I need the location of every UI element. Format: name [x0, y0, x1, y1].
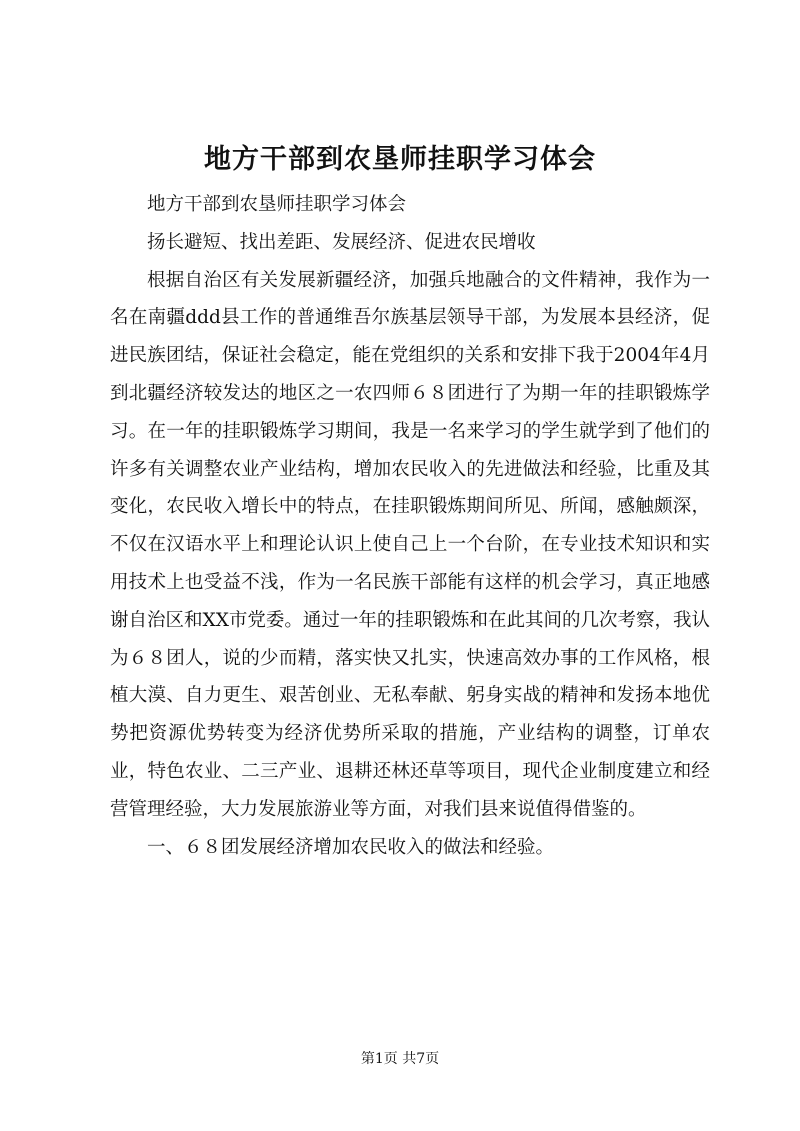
document-title: 地方干部到农垦师挂职学习体会 — [204, 144, 596, 175]
paragraph-main: 根据自治区有关发展新疆经济，加强兵地融合的文件精神，我作为一名在南疆ddd县工作的普通维吾尔族基层领导干部，为发展本县经济，促进民族团结，保证社会稳定，能在党组织的关系和安排下我于2004年4月到北疆经济较发达的地区之一农四师６８团进行了为期一年的挂职锻炼学习。在一年的挂职锻炼学习期间，我是一名来学习的学生就学到了他们的许多有关调整农业产业结构，增加农民收入的先进做法和经验，比重及其变化，农民收入增长中的特点，在挂职锻炼期间所见、所闻，感触颇深，不仅在汉语水平上和理论认识上使自己上一个台阶，在专业技术知识和实用技术上也受益不浅，作为一名民族干部能有这样的机会学习，真正地感谢自治区和XX市党委。通过一年的挂职锻炼和在此其间的几次考察，我认为６８团人，说的少而精，落实快又扎实，快速高效办事的工作风格，根植大漠、自力更生、艰苦创业、无私奉献、躬身实战的精神和发扬本地优势把资源优势转变为经济优势所采取的措施，产业结构的调整，订单农业，特色农业、二三产业、退耕还林还草等项目，现代企业制度建立和经营管理经验，大力发展旅游业等方面，对我们县来说值得借鉴的。 — [110, 269, 710, 820]
paragraph-subtitle: 地方干部到农垦师挂职学习体会 — [147, 194, 407, 215]
page-footer: 第1页 共7页 — [360, 1051, 440, 1067]
document-body — [110, 186, 710, 866]
paragraph-section-heading: 一、６８团发展经济增加农民收入的做法和经验。 — [147, 836, 555, 858]
paragraph-theme: 扬长避短、找出差距、发展经济、促进农民增收 — [147, 231, 536, 253]
